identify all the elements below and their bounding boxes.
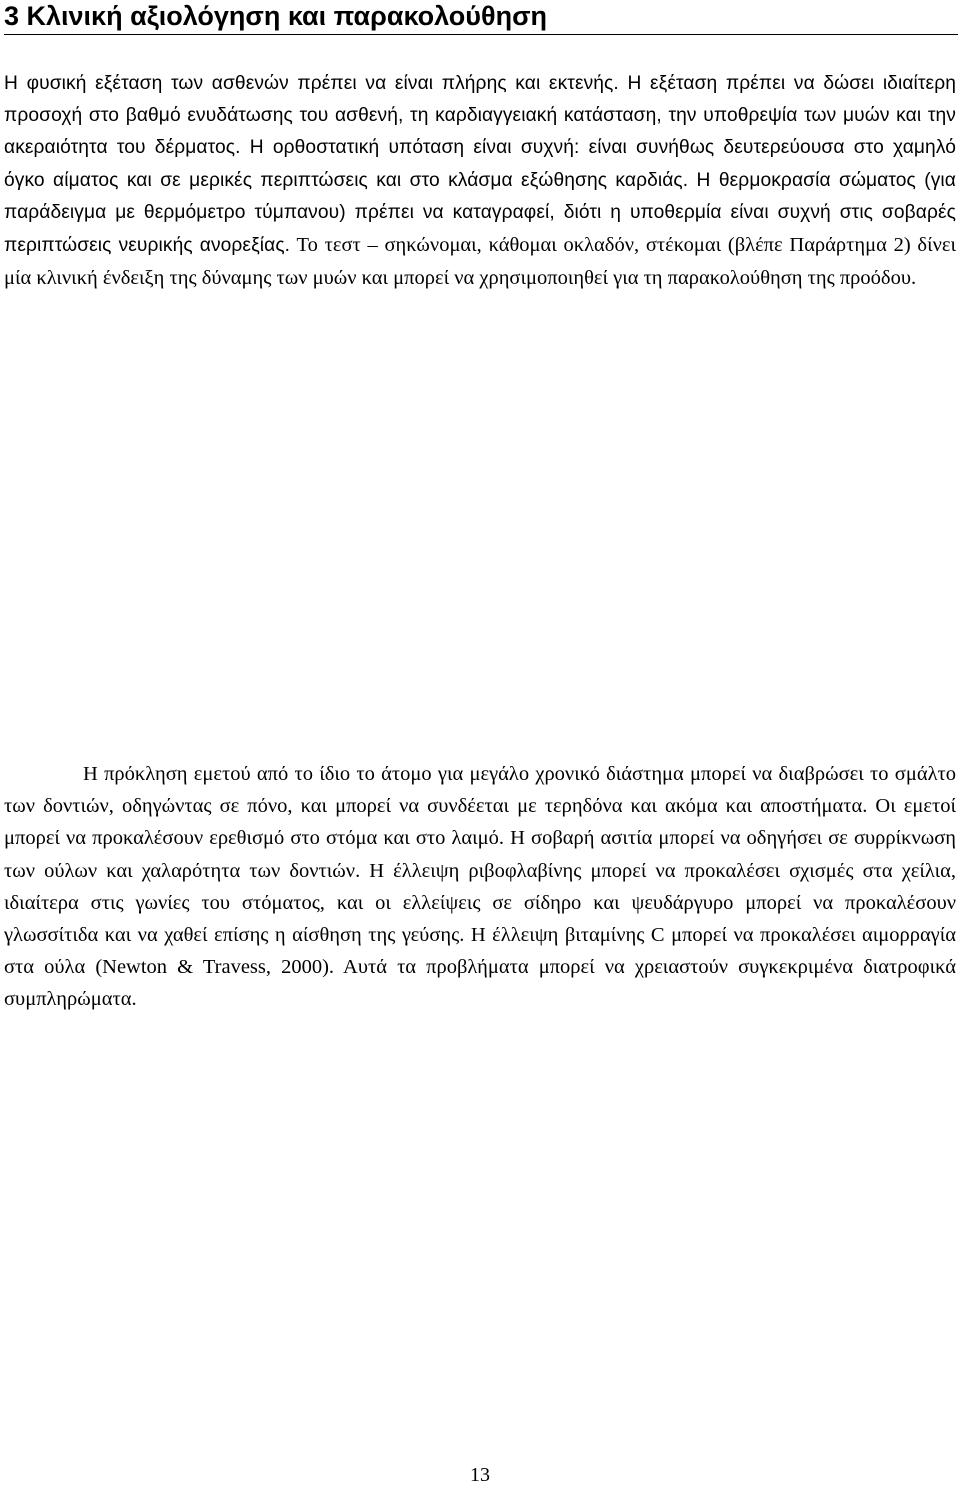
paragraph-physical-examination-serif-text: Το τεστ – σηκώνομαι, κάθομαι οκλαδόν, στέκομαι (βλέπε Παράρτημα 2) δίνει μία κλινική ένδειξη της δύναμης των μυών και μπορεί να χρησιμοποιηθεί για τη παρακολούθηση της προόδου. [4, 234, 956, 290]
paragraph-physical-examination [4, 68, 956, 295]
heading-underline-divider [4, 34, 958, 35]
paragraph-self-induced-vomiting: Η πρόκληση εμετού από το ίδιο το άτομο για μεγάλο χρονικό διάστημα μπορεί να διαβρώσει το σμάλτο των δοντιών, οδηγώντας σε πόνο, και μπορεί να συνδέεται με τερηδόνα και ακόμα και αποστήματα. Οι εμετοί μπορεί να προκαλέσουν ερεθισμό στο στόμα και στο λαιμό. Η σοβαρή ασιτία μπορεί να οδηγήσει σε συρρίκνωση των ούλων και χαλαρότητα των δοντιών. Η έλλειψη ριβοφλαβίνης μπορεί να προκαλέσει σχισμές στα χείλια, ιδιαίτερα στις γωνίες του στόματος, και οι ελλείψεις σε σίδηρο και ψευδάργυρο μπορεί να προκαλέσουν γλωσσίτιδα και να χαθεί επίσης η αίσθηση της γεύσης. Η έλλειψη βιταμίνης C μπορεί να προκαλέσει αιμορραγία στα ούλα (Newton & Travess, 2000). Αυτά τα προβλήματα μπορεί να χρειαστούν συγκεκριμένα διατροφικά συμπληρώματα. [4, 763, 956, 1011]
section-heading: 3 Κλινική αξιολόγηση και παρακολούθηση [4, 1, 548, 31]
page-number: 13 [470, 1464, 490, 1486]
paragraph-physical-examination-text: Η φυσική εξέταση των ασθενών πρέπει να είναι πλήρης και εκτενής. Η εξέταση πρέπει να δώσει ιδιαίτερη προσοχή στο βαθμό ενυδάτωσης του ασθενή, τη καρδιαγγειακή κατάσταση, την υποθρεψία των μυών και την ακεραιότητα του δέρματος. Η ορθοστατική υπόταση είναι συχνή: είναι συνήθως δευτερεύουσα στο χαμηλό όγκο αίματος και σε μερικές περιπτώσεις και στο κλάσμα εξώθησης καρδιάς. Η θερμοκρασία σώματος (για παράδειγμα με θερμόμετρο τύμπανου) πρέπει να καταγραφεί, διότι η υποθερμία είναι συχνή στις σοβαρές περιπτώσεις νευρικής ανορεξίας. [4, 73, 956, 257]
